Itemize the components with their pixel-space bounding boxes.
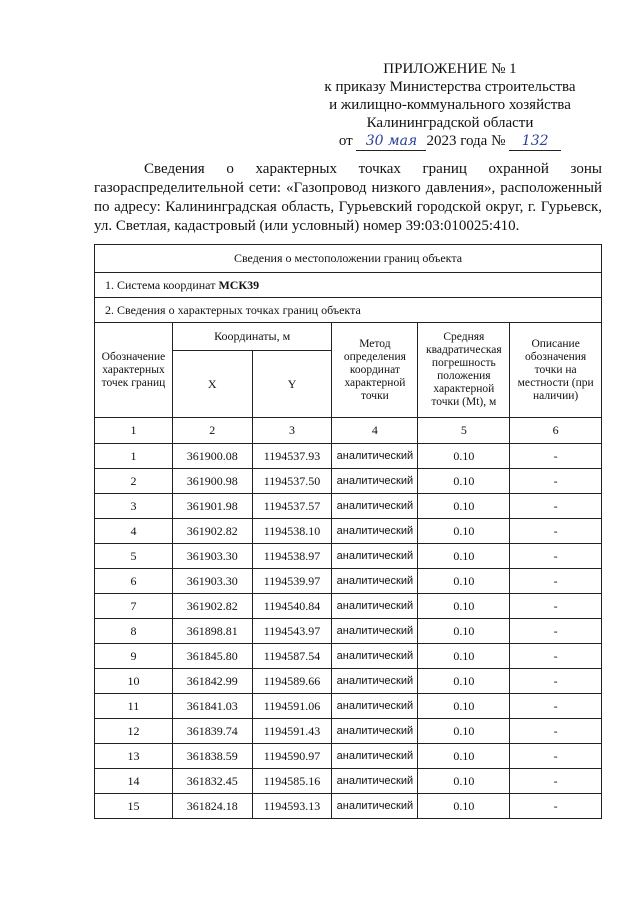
table-row <box>95 644 602 669</box>
x-coordinate-cell: 361901.98 <box>172 494 252 519</box>
date-prefix: от <box>338 133 353 149</box>
y-coordinate-cell: 1194539.97 <box>252 569 332 594</box>
header-method: Метод определения координат характерной точки <box>332 323 418 418</box>
accuracy-cell: 0.10 <box>418 794 510 819</box>
column-number: 6 <box>510 418 602 444</box>
method-cell: аналитический <box>332 694 418 719</box>
description-cell: - <box>510 444 602 469</box>
point-number-cell: 13 <box>95 744 173 769</box>
accuracy-cell: 0.10 <box>418 444 510 469</box>
column-number-row <box>95 418 602 444</box>
x-coordinate-cell: 361832.45 <box>172 769 252 794</box>
y-coordinate-cell: 1194587.54 <box>252 644 332 669</box>
x-coordinate-cell: 361903.30 <box>172 544 252 569</box>
description-cell: - <box>510 669 602 694</box>
header-x: X <box>172 351 252 418</box>
header-coordinates: Координаты, м <box>172 323 332 351</box>
points-section-title: 2. Сведения о характерных точках границ объекта <box>95 298 602 323</box>
method-cell: аналитический <box>332 444 418 469</box>
y-coordinate-cell: 1194591.06 <box>252 694 332 719</box>
method-cell: аналитический <box>332 519 418 544</box>
accuracy-cell: 0.10 <box>418 769 510 794</box>
x-coordinate-cell: 361900.98 <box>172 469 252 494</box>
method-cell: аналитический <box>332 744 418 769</box>
x-coordinate-cell: 361838.59 <box>172 744 252 769</box>
table-row <box>95 669 602 694</box>
description-cell: - <box>510 594 602 619</box>
order-line-1: к приказу Министерства строительства <box>324 79 576 95</box>
point-number-cell: 14 <box>95 769 173 794</box>
description-cell: - <box>510 494 602 519</box>
accuracy-cell: 0.10 <box>418 469 510 494</box>
description-cell: - <box>510 794 602 819</box>
appendix-title: ПРИЛОЖЕНИЕ № 1 <box>383 61 517 77</box>
header-description: Описание обозначения точки на местности (при наличии) <box>510 323 602 418</box>
table-title: Сведения о местоположении границ объекта <box>95 245 602 273</box>
x-coordinate-cell: 361842.99 <box>172 669 252 694</box>
header-point-designation: Обозначение характерных точек границ <box>95 323 173 418</box>
table-body <box>95 444 602 819</box>
y-coordinate-cell: 1194593.13 <box>252 794 332 819</box>
table-row <box>95 594 602 619</box>
intro-paragraph: Сведения о характерных точках границ охранной зоны газораспределительной сети: «Газопровод низкого давления», расположенный по адресу: Калининградская область, Гурьевский городской округ, г. Гурьевск, ул. Светлая, кадастровый (или условный) номер 39:03:010025:410. <box>94 161 602 234</box>
date-year: 2023 года № <box>426 133 506 149</box>
table-row <box>95 794 602 819</box>
description-cell: - <box>510 544 602 569</box>
boundary-points-table <box>94 244 602 819</box>
point-number-cell: 4 <box>95 519 173 544</box>
accuracy-cell: 0.10 <box>418 669 510 694</box>
point-number-cell: 2 <box>95 469 173 494</box>
method-cell: аналитический <box>332 619 418 644</box>
column-number: 2 <box>172 418 252 444</box>
table-row <box>95 544 602 569</box>
table-row <box>95 569 602 594</box>
method-cell: аналитический <box>332 594 418 619</box>
appendix-header <box>300 60 600 151</box>
point-number-cell: 15 <box>95 794 173 819</box>
column-number: 1 <box>95 418 173 444</box>
point-number-cell: 6 <box>95 569 173 594</box>
method-cell: аналитический <box>332 669 418 694</box>
point-number-cell: 8 <box>95 619 173 644</box>
x-coordinate-cell: 361845.80 <box>172 644 252 669</box>
point-number-cell: 3 <box>95 494 173 519</box>
y-coordinate-cell: 1194585.16 <box>252 769 332 794</box>
description-cell: - <box>510 719 602 744</box>
y-coordinate-cell: 1194537.50 <box>252 469 332 494</box>
order-date-line <box>300 132 600 151</box>
accuracy-cell: 0.10 <box>418 519 510 544</box>
accuracy-cell: 0.10 <box>418 494 510 519</box>
y-coordinate-cell: 1194537.93 <box>252 444 332 469</box>
y-coordinate-cell: 1194543.97 <box>252 619 332 644</box>
y-coordinate-cell: 1194540.84 <box>252 594 332 619</box>
x-coordinate-cell: 361903.30 <box>172 569 252 594</box>
point-number-cell: 11 <box>95 694 173 719</box>
column-number: 3 <box>252 418 332 444</box>
accuracy-cell: 0.10 <box>418 544 510 569</box>
method-cell: аналитический <box>332 719 418 744</box>
description-cell: - <box>510 694 602 719</box>
description-cell: - <box>510 519 602 544</box>
header-y: Y <box>252 351 332 418</box>
accuracy-cell: 0.10 <box>418 719 510 744</box>
y-coordinate-cell: 1194590.97 <box>252 744 332 769</box>
column-number: 4 <box>332 418 418 444</box>
point-number-cell: 9 <box>95 644 173 669</box>
point-number-cell: 12 <box>95 719 173 744</box>
coord-system-value: МСК39 <box>218 277 260 292</box>
table-row <box>95 444 602 469</box>
y-coordinate-cell: 1194589.66 <box>252 669 332 694</box>
x-coordinate-cell: 361824.18 <box>172 794 252 819</box>
order-line-2: и жилищно-коммунального хозяйства <box>329 97 571 113</box>
accuracy-cell: 0.10 <box>418 694 510 719</box>
table-row <box>95 469 602 494</box>
description-cell: - <box>510 769 602 794</box>
table-row <box>95 694 602 719</box>
point-number-cell: 10 <box>95 669 173 694</box>
header-accuracy: Средняя квадратическая погрешность положения характерной точки (Mt), м <box>418 323 510 418</box>
column-number: 5 <box>418 418 510 444</box>
order-line-3: Калининградской области <box>366 115 534 131</box>
y-coordinate-cell: 1194538.10 <box>252 519 332 544</box>
y-coordinate-cell: 1194538.97 <box>252 544 332 569</box>
accuracy-cell: 0.10 <box>418 644 510 669</box>
table-row <box>95 744 602 769</box>
table-row <box>95 769 602 794</box>
point-number-cell: 7 <box>95 594 173 619</box>
x-coordinate-cell: 361902.82 <box>172 594 252 619</box>
method-cell: аналитический <box>332 644 418 669</box>
accuracy-cell: 0.10 <box>418 619 510 644</box>
x-coordinate-cell: 361839.74 <box>172 719 252 744</box>
table-row <box>95 494 602 519</box>
y-coordinate-cell: 1194591.43 <box>252 719 332 744</box>
handwritten-order-number: 132 <box>509 132 561 151</box>
method-cell: аналитический <box>332 794 418 819</box>
table-row <box>95 619 602 644</box>
method-cell: аналитический <box>332 544 418 569</box>
table-row <box>95 719 602 744</box>
accuracy-cell: 0.10 <box>418 744 510 769</box>
handwritten-date: 30 мая <box>356 132 426 151</box>
x-coordinate-cell: 361898.81 <box>172 619 252 644</box>
y-coordinate-cell: 1194537.57 <box>252 494 332 519</box>
description-cell: - <box>510 569 602 594</box>
description-cell: - <box>510 619 602 644</box>
method-cell: аналитический <box>332 569 418 594</box>
coord-system-label: 1. Система координат <box>105 277 219 292</box>
method-cell: аналитический <box>332 769 418 794</box>
accuracy-cell: 0.10 <box>418 569 510 594</box>
description-cell: - <box>510 744 602 769</box>
method-cell: аналитический <box>332 494 418 519</box>
description-cell: - <box>510 469 602 494</box>
method-cell: аналитический <box>332 469 418 494</box>
x-coordinate-cell: 361841.03 <box>172 694 252 719</box>
coord-system-row <box>95 273 602 298</box>
point-number-cell: 1 <box>95 444 173 469</box>
point-number-cell: 5 <box>95 544 173 569</box>
x-coordinate-cell: 361900.08 <box>172 444 252 469</box>
description-cell: - <box>510 644 602 669</box>
x-coordinate-cell: 361902.82 <box>172 519 252 544</box>
table-row <box>95 519 602 544</box>
accuracy-cell: 0.10 <box>418 594 510 619</box>
